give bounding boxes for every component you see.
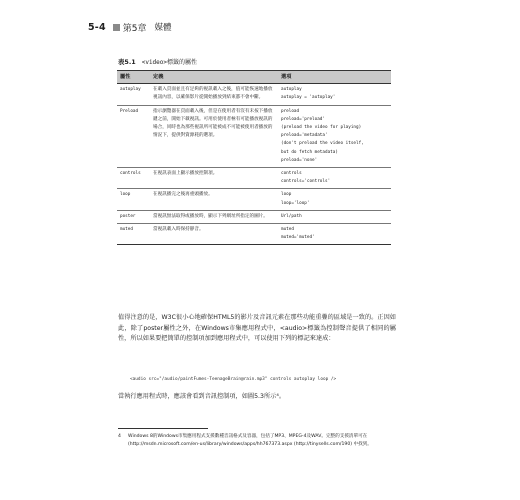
attribute-cell: controls bbox=[117, 168, 150, 189]
table-row bbox=[117, 84, 391, 105]
option-line: autoplay bbox=[281, 87, 302, 93]
option-line: preload='metadata' bbox=[281, 133, 328, 139]
footnote-number: 4 bbox=[118, 434, 121, 439]
footnote-divider bbox=[118, 428, 208, 429]
option-line: loop bbox=[281, 192, 292, 198]
table-caption-label: 表5.1 bbox=[118, 58, 136, 66]
option-line: muted bbox=[281, 227, 294, 233]
code-snippet: <audio src="/audio/paintFumes-TeenageBrain@rain.mp3" controls autoplay loop /> bbox=[130, 377, 337, 382]
table-header-row bbox=[117, 71, 391, 84]
table-row bbox=[117, 189, 391, 210]
chapter-title: 媒體 bbox=[154, 23, 172, 33]
chapter-label: 第5章 bbox=[122, 23, 147, 34]
page-number: 5-4 bbox=[88, 21, 106, 33]
option-line: (preload the video for playing) bbox=[281, 125, 362, 131]
option-line: autoplay = 'autoplay' bbox=[281, 95, 336, 101]
table-row bbox=[117, 168, 391, 189]
attributes-table bbox=[117, 70, 391, 245]
option-line: muted='muted' bbox=[281, 235, 315, 241]
table-row bbox=[117, 210, 391, 223]
column-header-attribute: 屬性 bbox=[117, 71, 150, 84]
attribute-cell: Preload bbox=[117, 105, 150, 167]
options-cell bbox=[278, 105, 391, 167]
table-caption-text: <video>標籤的屬性 bbox=[141, 59, 198, 66]
body-paragraph: 當執行應用程式時，應該會看到音訊控制項，如圖5.3所示⁴。 bbox=[118, 393, 286, 400]
definition-cell: 在載入頁面並且有足夠的視訊載入之後，值可能恢速地播放視訊內容，以確保影片從開始播放到結束都不會中斷。 bbox=[150, 84, 278, 105]
running-header bbox=[88, 20, 172, 34]
definition-cell: 當視訊載入時保持靜音。 bbox=[150, 224, 278, 245]
definition-cell: 在視訊表面上顯示播放控制項。 bbox=[150, 168, 278, 189]
body-paragraph: 值得注意的是，W3C很小心地確保HTML5的影片及音訊元素在那些功能重疊的區域是一致的。正因如此，除了poster屬性之外，在Windows市集應用程式中，<audio>標籤為控制聲音提供了相同的屬性，所以如果要把簡單的控制項加到應用程式中，可以使用下列的標記來達成： bbox=[118, 314, 396, 343]
option-line: loop='loop' bbox=[281, 200, 310, 206]
attribute-cell: muted bbox=[117, 224, 150, 245]
definition-cell: 當視訊無法取得或播放時，顯示下列網址所指定的圖片。 bbox=[150, 210, 278, 223]
footnote-text: Windows 8的Windows市集應用程式支援數種音訊格式及容器，包括了MP3、MPEG-4及WAV。完整的支援清單可在(http://msdn.microsoft.com/en-us/library/windows/apps/hh767373.aspx (http://tinysells.com/190) 中找到。 bbox=[128, 434, 372, 448]
option-line: controls bbox=[281, 171, 302, 177]
options-cell bbox=[278, 210, 391, 223]
option-line: preload bbox=[281, 108, 300, 114]
table-row bbox=[117, 105, 391, 167]
definition-cell: 指示瀏覽器在頁面載入後，但是在使用者有沒有未按下播放鍵之前，開始下載視訊。可用於使用者極有可能播放視訊的場合，同時也為那些視訊所可能被成不可能被使用者播放的情況下，提供對資源耗的選項。 bbox=[150, 105, 278, 167]
options-cell bbox=[278, 189, 391, 210]
option-line: preload='none' bbox=[281, 157, 318, 163]
table-row bbox=[117, 224, 391, 245]
options-cell bbox=[278, 224, 391, 245]
option-line: preload='preload' bbox=[281, 116, 325, 122]
column-header-definition: 定義 bbox=[150, 71, 278, 84]
chapter-marker-icon bbox=[113, 24, 120, 31]
table-caption bbox=[118, 57, 197, 66]
definition-cell: 在視訊播完之後再重頭播放。 bbox=[150, 189, 278, 210]
options-cell bbox=[278, 84, 391, 105]
attribute-cell: poster bbox=[117, 210, 150, 223]
option-line: controls='controls' bbox=[281, 179, 331, 185]
footnote bbox=[118, 433, 396, 449]
option-line: Url/path bbox=[281, 213, 302, 219]
options-cell bbox=[278, 168, 391, 189]
option-line: (don't preload the video itself, bbox=[281, 141, 364, 147]
attribute-cell: autoplay bbox=[117, 84, 150, 105]
option-line: but do fetch metadata) bbox=[281, 149, 338, 155]
column-header-options: 選項 bbox=[278, 71, 391, 84]
attribute-cell: loop bbox=[117, 189, 150, 210]
